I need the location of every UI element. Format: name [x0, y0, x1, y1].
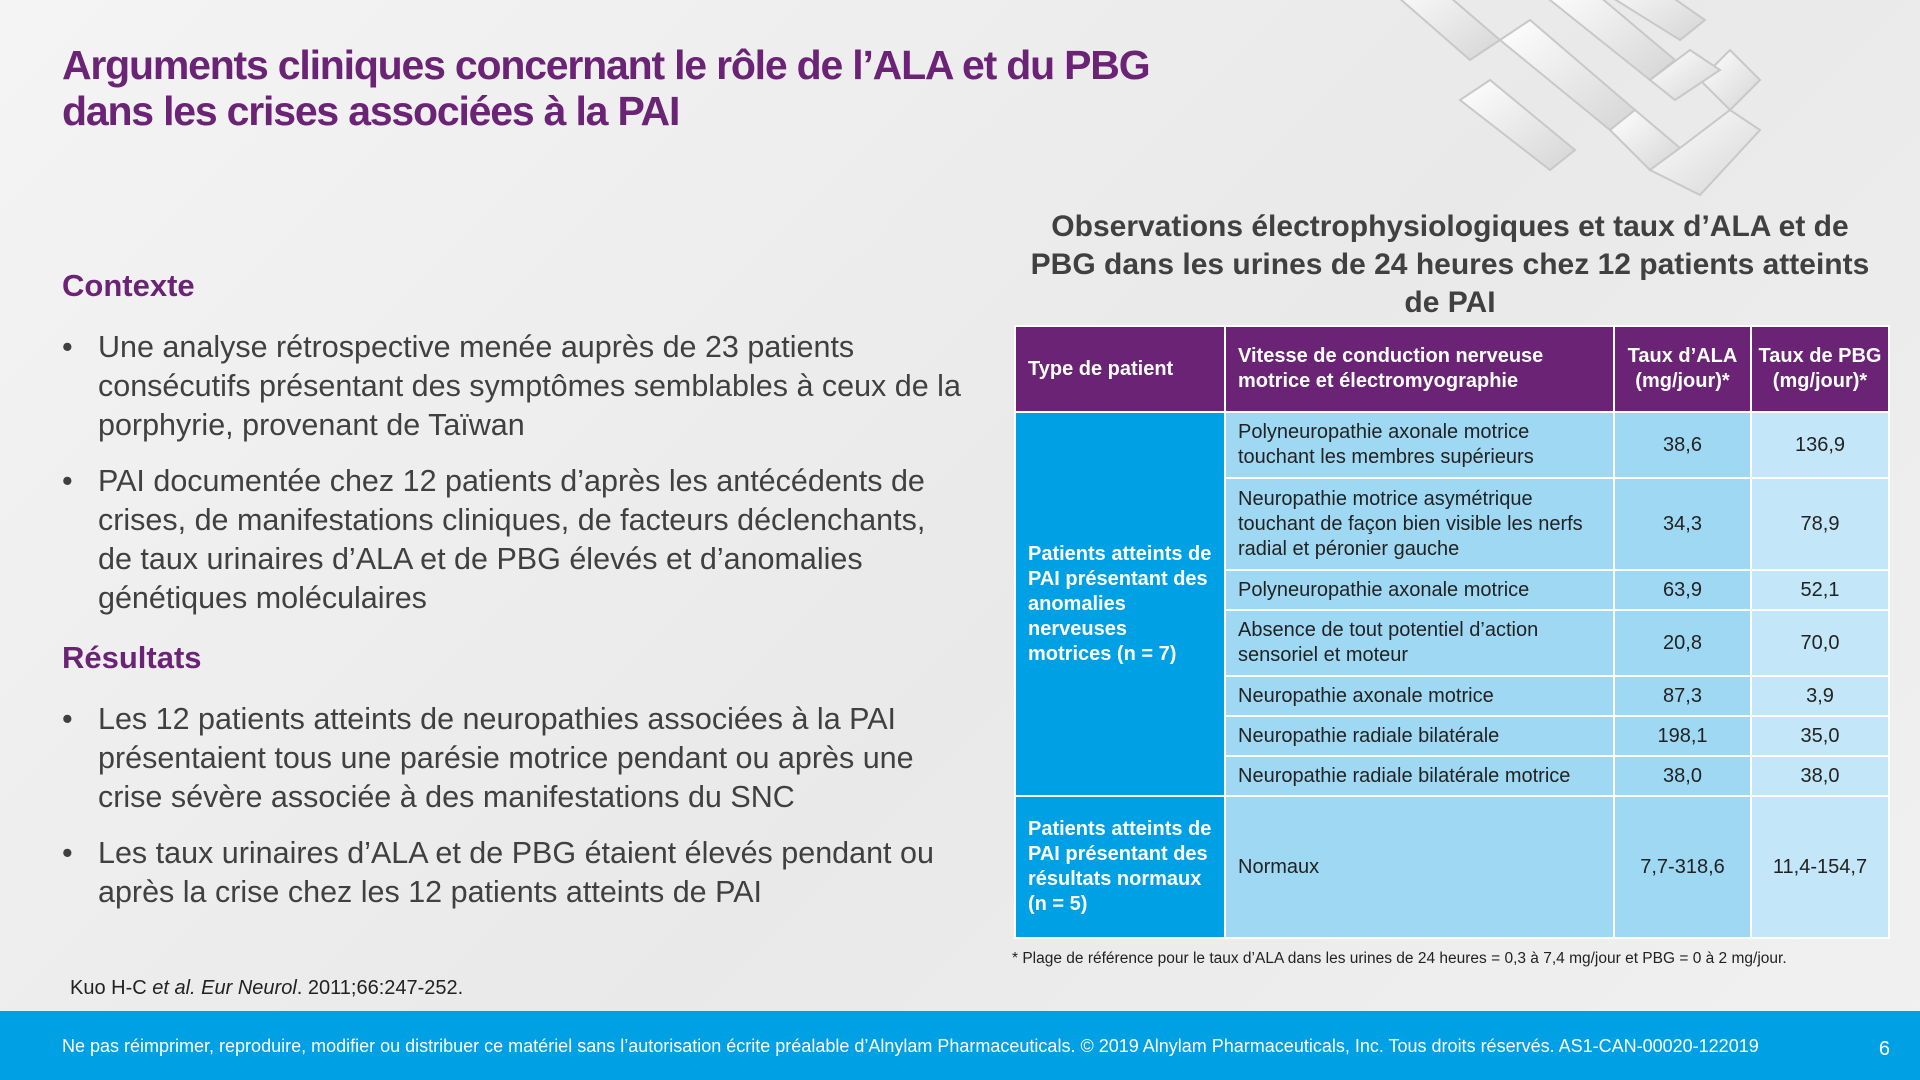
row-pbg: 35,0 — [1751, 716, 1889, 756]
results-bullet-list — [62, 700, 962, 929]
row-desc: Neuropathie radiale bilatérale motrice — [1225, 756, 1614, 796]
table-row — [1015, 796, 1889, 938]
header-patient-type: Type de patient — [1015, 326, 1225, 412]
reference — [70, 977, 463, 1000]
row-pbg: 11,4-154,7 — [1751, 796, 1889, 938]
results-table — [1014, 325, 1890, 939]
table-footnote: * Plage de référence pour le taux d’ALA dans les urines de 24 heures = 0,3 à 7,4 mg/jour et PBG = 0 à 2 mg/jour. — [1012, 950, 1787, 967]
row-ala: 63,9 — [1614, 570, 1751, 610]
table-title: Observations électrophysiologiques et taux d’ALA et de PBG dans les urines de 24 heures chez 12 patients atteints de PAI — [1030, 210, 1870, 319]
row-ala: 34,3 — [1614, 478, 1751, 570]
row-pbg: 38,0 — [1751, 756, 1889, 796]
group-normal: Patients atteints de PAI présentant des résultats normaux (n = 5) — [1015, 796, 1225, 938]
context-bullet-2: • PAI documentée chez 12 patients d’après les antécédents de crises, de manifestations cliniques, de facteurs déclenchants, de taux urinaires d’ALA et de PBG élevés et d’anomalies génétiques moléculaires — [62, 462, 962, 618]
row-desc: Normaux — [1225, 796, 1614, 938]
footer-copyright: Ne pas réimprimer, reproduire, modifier ou distribuer ce matériel sans l’autorisation écrite préalable d’Alnylam Pharmaceuticals. © 2019 Alnylam Pharmaceuticals, Inc. Tous droits réservés. AS1-CAN-00020-122019 — [62, 1036, 1759, 1056]
row-desc: Absence de tout potentiel d’action sensoriel et moteur — [1225, 610, 1614, 676]
row-ala: 38,0 — [1614, 756, 1751, 796]
slide-title — [62, 42, 1212, 134]
results-bullet-1: • Les 12 patients atteints de neuropathies associées à la PAI présentaient tous une parésie motrice pendant ou après une crise sévère associée à des manifestations du SNC — [62, 700, 962, 817]
reference-details: . 2011;66:247-252. — [296, 977, 464, 999]
row-pbg: 136,9 — [1751, 412, 1889, 478]
header-conduction: Vitesse de conduction nerveuse motrice et électromyographie — [1225, 326, 1614, 412]
context-heading: Contexte — [62, 268, 195, 303]
reference-journal: Eur Neurol — [201, 977, 297, 999]
table-row — [1015, 412, 1889, 478]
row-ala: 38,6 — [1614, 412, 1751, 478]
row-ala: 7,7-318,6 — [1614, 796, 1751, 938]
row-pbg: 78,9 — [1751, 478, 1889, 570]
row-desc: Neuropathie axonale motrice — [1225, 676, 1614, 716]
row-ala: 87,3 — [1614, 676, 1751, 716]
row-ala: 20,8 — [1614, 610, 1751, 676]
table-header-row — [1015, 326, 1889, 412]
context-bullet-list — [62, 328, 962, 635]
results-bullet-2: • Les taux urinaires d’ALA et de PBG étaient élevés pendant ou après la crise chez les 12 patients atteints de PAI — [62, 834, 962, 912]
row-desc: Neuropathie motrice asymétrique touchant de façon bien visible les nerfs radial et péronier gauche — [1225, 478, 1614, 570]
row-ala: 198,1 — [1614, 716, 1751, 756]
results-heading: Résultats — [62, 640, 202, 675]
maze-image — [1350, 0, 1770, 210]
row-desc: Polyneuropathie axonale motrice touchant les membres supérieurs — [1225, 412, 1614, 478]
row-pbg: 52,1 — [1751, 570, 1889, 610]
row-desc: Neuropathie radiale bilatérale — [1225, 716, 1614, 756]
title-line-1: Arguments cliniques concernant le rôle de l’ALA et du PBG — [62, 42, 1150, 88]
title-line-2: dans les crises associées à la PAI — [62, 88, 680, 134]
reference-etal: et al. — [152, 977, 196, 999]
page-number: 6 — [1878, 1038, 1890, 1060]
row-pbg: 70,0 — [1751, 610, 1889, 676]
row-desc: Polyneuropathie axonale motrice — [1225, 570, 1614, 610]
footer-bar — [0, 1011, 1920, 1080]
row-pbg: 3,9 — [1751, 676, 1889, 716]
header-pbg: Taux de PBG (mg/jour)* — [1751, 326, 1889, 412]
context-bullet-1: • Une analyse rétrospective menée auprès de 23 patients consécutifs présentant des symptômes semblables à ceux de la porphyrie, provenant de Taïwan — [62, 328, 962, 445]
header-ala: Taux d’ALA (mg/jour)* — [1614, 326, 1751, 412]
reference-author: Kuo H-C — [70, 977, 153, 999]
group-abnormal: Patients atteints de PAI présentant des anomalies nerveuses motrices (n = 7) — [1015, 412, 1225, 796]
